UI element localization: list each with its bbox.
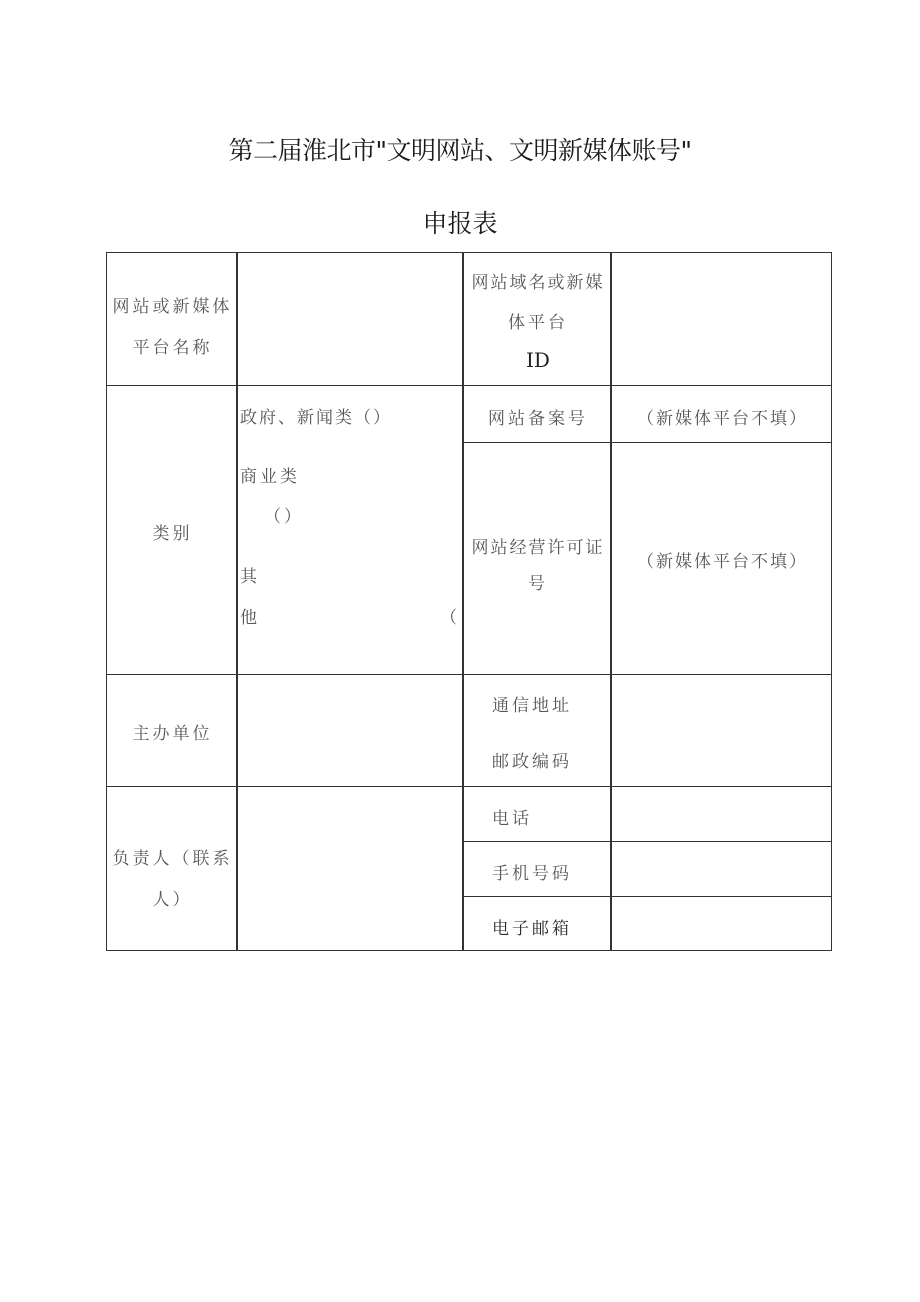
postcode-label: 邮政编码 bbox=[492, 752, 572, 772]
contact-label-cell bbox=[106, 786, 237, 951]
document-subtitle: 申报表 bbox=[422, 209, 498, 238]
icp-license-label-line1: 网站经营许可证 bbox=[471, 538, 605, 558]
icp-license-label-cell bbox=[463, 442, 611, 675]
application-form-table bbox=[107, 253, 831, 951]
site-name-label-line1: 网站或新媒体 bbox=[112, 297, 233, 317]
site-domain-label-line3: ID bbox=[526, 348, 550, 372]
sponsor-label-cell bbox=[106, 674, 237, 787]
site-name-input-cell[interactable] bbox=[237, 252, 463, 386]
category-option-business[interactable]: 商业类 bbox=[240, 467, 300, 487]
mobile-input-cell[interactable] bbox=[611, 841, 832, 897]
category-label: 类别 bbox=[152, 524, 193, 544]
icp-record-label-cell bbox=[463, 385, 611, 443]
contact-label-line1: 负责人（联系 bbox=[112, 849, 233, 869]
category-option-business-paren: （） bbox=[264, 507, 304, 527]
site-domain-label-line2: 体平台 bbox=[508, 313, 568, 333]
mobile-label-cell bbox=[463, 841, 611, 897]
sponsor-input-cell[interactable] bbox=[237, 674, 463, 787]
icp-license-input-cell[interactable] bbox=[611, 442, 832, 675]
mobile-label: 手机号码 bbox=[492, 864, 572, 884]
email-label-cell bbox=[463, 896, 611, 951]
address-postcode-label-cell bbox=[463, 674, 611, 787]
icp-record-note: （新媒体平台不填） bbox=[637, 409, 808, 429]
phone-label-cell bbox=[463, 786, 611, 842]
document-title: 第二届淮北市"文明网站、文明新媒体账号" bbox=[228, 136, 692, 165]
address-postcode-input-cell[interactable] bbox=[611, 674, 832, 787]
phone-input-cell[interactable] bbox=[611, 786, 832, 842]
site-domain-label-line1: 网站域名或新媒 bbox=[471, 273, 605, 293]
sponsor-label: 主办单位 bbox=[132, 724, 213, 744]
icp-license-label-line2: 号 bbox=[528, 574, 548, 594]
email-label: 电子邮箱 bbox=[492, 919, 572, 939]
icp-record-input-cell[interactable] bbox=[611, 385, 832, 443]
contact-label-line2: 人） bbox=[152, 890, 193, 910]
category-option-other-line2[interactable]: 他 bbox=[240, 608, 260, 628]
category-options-cell bbox=[237, 385, 463, 675]
icp-record-label: 网站备案号 bbox=[488, 409, 588, 429]
email-input-cell[interactable] bbox=[611, 896, 832, 951]
category-option-other-paren: （ bbox=[440, 608, 460, 628]
site-domain-input-cell[interactable] bbox=[611, 252, 832, 386]
category-option-other-line1[interactable]: 其 bbox=[240, 567, 260, 587]
site-name-label-line2: 平台名称 bbox=[132, 338, 213, 358]
icp-license-note: （新媒体平台不填） bbox=[637, 552, 808, 572]
category-label-cell bbox=[106, 385, 237, 675]
site-name-label-cell bbox=[106, 252, 237, 386]
contact-input-cell[interactable] bbox=[237, 786, 463, 951]
address-label: 通信地址 bbox=[492, 696, 572, 716]
phone-label: 电话 bbox=[492, 809, 532, 829]
category-option-gov-news[interactable]: 政府、新闻类（） bbox=[240, 408, 392, 428]
site-domain-label-cell bbox=[463, 252, 611, 386]
